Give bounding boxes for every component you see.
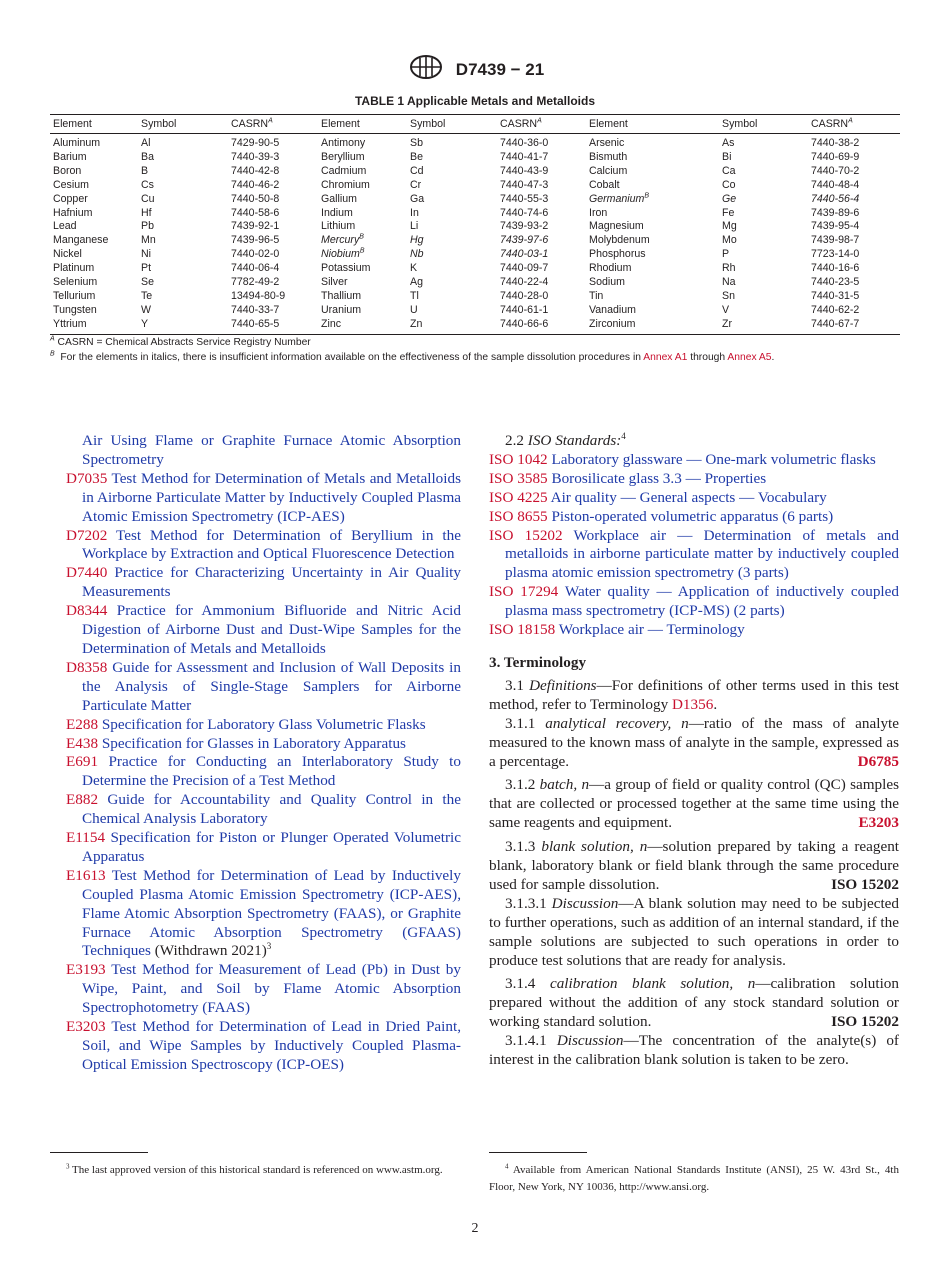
reference-title-link[interactable]: Guide for Accountability and Quality Control in the Chemical Analysis Laboratory bbox=[82, 791, 461, 828]
element-name-cell: Uranium bbox=[321, 303, 362, 316]
reference-title-link[interactable]: Guide for Assessment and Inclusion of Wall Deposits in the Analysis of Single-Stage Samplers for Airborne Particulate Matter bbox=[82, 658, 461, 714]
casrn-cell: 7440-67-7 bbox=[808, 318, 900, 334]
casrn-cell: 7440-43-9 bbox=[500, 164, 549, 177]
casrn-cell: 7440-42-8 bbox=[231, 164, 280, 177]
column-header-symbol: Symbol bbox=[407, 115, 497, 134]
element-symbol-cell: Ge bbox=[722, 192, 737, 205]
reference-code-link[interactable]: E1613 bbox=[66, 866, 106, 884]
iso-title-link[interactable]: Workplace air — Determination of metals and metalloids in airborne particulate matter by inductively coupled plasma atomic emission spectrometry (3 parts) bbox=[505, 526, 899, 582]
element-name-cell: Boron bbox=[53, 164, 82, 177]
casrn-cell: 7439-92-1 bbox=[231, 220, 280, 233]
left-column-references bbox=[50, 432, 461, 1075]
element-symbol-cell: Te bbox=[141, 289, 153, 302]
reference-code-link[interactable]: D7202 bbox=[66, 526, 108, 544]
table-footnote-b: $^B$ For the elements in italics, there is insufficient information available on the effectiveness of the sample dissolution procedures in Annex A1 through Annex A5. bbox=[50, 350, 775, 363]
discussion-blank-solution: 3.1.3.1 Discussion—A blank solution may need to be subjected to further operations, such as addition of an internal standard, if the sample solutions are subjected to such operations in order to produce test solutions that are ready for analysis. bbox=[489, 894, 899, 969]
element-name-cell: Germanium$^B$ bbox=[589, 192, 650, 205]
iso-reference-item bbox=[489, 527, 899, 584]
element-name-cell: Lithium bbox=[321, 220, 356, 233]
reference-code-link[interactable]: E1154 bbox=[66, 829, 106, 847]
element-symbol-cell: Se bbox=[141, 276, 154, 289]
casrn-cell: 7782-49-2 bbox=[231, 276, 280, 289]
element-symbol-cell: B bbox=[141, 164, 149, 177]
table-row bbox=[50, 151, 900, 165]
casrn-cell: 7440-38-2 bbox=[811, 137, 860, 149]
element-symbol-cell: V bbox=[722, 303, 730, 316]
element-name-cell: Tin bbox=[589, 289, 604, 302]
casrn-cell: 7440-55-3 bbox=[500, 192, 549, 205]
reference-code-link[interactable]: D8358 bbox=[66, 658, 108, 676]
element-symbol-cell: Mn bbox=[141, 234, 156, 247]
casrn-cell: 7440-06-4 bbox=[231, 262, 280, 275]
element-name-cell: Nickel bbox=[53, 248, 82, 261]
table-row bbox=[50, 165, 900, 179]
casrn-cell: 7439-98-7 bbox=[811, 234, 860, 247]
reference-title-link[interactable]: Specification for Piston or Plunger Operated Volumetric Apparatus bbox=[82, 829, 461, 865]
column-header-element: Element bbox=[586, 115, 719, 134]
element-name-cell: Gallium bbox=[321, 192, 357, 205]
casrn-cell: 7440-46-2 bbox=[231, 178, 280, 191]
casrn-cell: 7440-36-0 bbox=[500, 137, 549, 149]
table-caption: TABLE 1 Applicable Metals and Metalloids bbox=[354, 94, 596, 108]
column-header-casrn: $CASRN^A$ bbox=[808, 115, 900, 134]
casrn-cell: 7440-28-0 bbox=[500, 289, 549, 302]
element-symbol-cell: Cs bbox=[141, 178, 154, 191]
element-symbol-cell: Cd bbox=[410, 164, 424, 177]
element-name-cell: Chromium bbox=[321, 178, 370, 191]
element-name-cell: Calcium bbox=[589, 164, 628, 177]
casrn-cell: 7440-56-4 bbox=[811, 192, 860, 205]
table-row bbox=[50, 179, 900, 193]
element-name-cell: Mercury$^B$ bbox=[321, 233, 364, 247]
element-name-cell: Zinc bbox=[318, 318, 407, 334]
table-row bbox=[50, 248, 900, 262]
iso-reference-item bbox=[489, 451, 899, 470]
document-id: D7439 − 21 bbox=[455, 59, 545, 79]
iso-reference-list bbox=[489, 451, 899, 640]
element-symbol-cell: Cu bbox=[141, 192, 155, 205]
element-name-cell: Lead bbox=[53, 220, 77, 233]
element-name-cell: Magnesium bbox=[589, 220, 644, 233]
reference-item bbox=[50, 716, 461, 735]
element-symbol-cell: Ga bbox=[410, 192, 425, 205]
iso-code-link[interactable]: ISO 8655 bbox=[489, 507, 548, 525]
table-row bbox=[50, 207, 900, 221]
element-name-cell: Bismuth bbox=[589, 150, 628, 163]
definition-calibration-blank: 3.1.4 calibration blank solution, n—calibration solution prepared without the addition of any stock standard solution or working standard solution. ISO 15202 bbox=[489, 975, 899, 1031]
casrn-cell: 7440-31-5 bbox=[811, 289, 860, 302]
definition-batch: 3.1.2 batch, n—a group of field or quality control (QC) samples that are collected or processed together at the same time using the same reagents and equipment. E3203 bbox=[489, 776, 899, 832]
footnote-4: $^4$ Available from American National Standards Institute (ANSI), 25 W. 43rd St., 4th Floor, New York, NY 10036, http://www.ansi.org. bbox=[489, 1162, 899, 1193]
table-row bbox=[50, 193, 900, 207]
table-row bbox=[50, 220, 900, 234]
reference-code-link[interactable]: E3193 bbox=[66, 961, 106, 979]
table-row bbox=[50, 304, 900, 318]
element-name-cell: Tungsten bbox=[53, 303, 97, 316]
reference-title-link[interactable]: Specification for Laboratory Glass Volumetric Flasks bbox=[98, 715, 426, 733]
element-symbol-cell: Mg bbox=[722, 220, 737, 233]
reference-title-link[interactable]: Test Method for Measurement of Lead (Pb) in Dust by Wipe, Paint, and Soil by Flame Atomic Absorption Spectrophotometry (FAAS) bbox=[82, 961, 461, 1017]
element-name-cell: Iron bbox=[589, 206, 608, 219]
casrn-cell: 7440-65-5 bbox=[228, 318, 318, 334]
element-symbol-cell: Li bbox=[410, 220, 419, 233]
element-symbol-cell: Na bbox=[722, 276, 736, 289]
casrn-cell: 7429-90-5 bbox=[231, 137, 280, 149]
element-symbol-cell: Zn bbox=[407, 318, 497, 334]
reference-code-link[interactable]: E691 bbox=[66, 753, 99, 771]
column-header-symbol: Symbol bbox=[719, 115, 808, 134]
reference-title-link[interactable]: Practice for Ammonium Bifluoride and Nitric Acid Digestion of Airborne Dust and Dust-Wipe Samples for the Determination of Metals and Metalloids bbox=[82, 602, 461, 657]
casrn-cell: 7440-09-7 bbox=[500, 262, 549, 275]
reference-item: E1613 Test Method for Determination of Lead by Inductively Coupled Plasma Atomic Emission Spectrometry (ICP-AES), Flame Atomic Absorption Spectrometry (FAAS), or Graphite Furnace Atomic Absorption Spectrometry (GFAAS) Techniques (Withdrawn 2021)$^3$ bbox=[66, 866, 461, 960]
reference-title-link[interactable]: Test Method for Determination of Metals and Metalloids in Airborne Particulate Matter by Inductively Coupled Plasma Atomic Emission Spectrometry (ICP-AES) bbox=[82, 469, 461, 525]
column-header-symbol: Symbol bbox=[138, 115, 228, 134]
reference-code-link[interactable]: E3203 bbox=[66, 1018, 106, 1036]
source-d6785-link[interactable]: D6785 bbox=[857, 752, 899, 770]
source-iso15202: ISO 15202 bbox=[831, 875, 899, 893]
casrn-cell: 7439-95-4 bbox=[811, 220, 860, 233]
element-symbol-cell: Co bbox=[722, 178, 736, 191]
casrn-cell: 7440-50-8 bbox=[231, 192, 280, 205]
reference-item bbox=[50, 659, 461, 716]
element-name-cell: Niobium$^B$ bbox=[321, 247, 365, 261]
table-row bbox=[50, 262, 900, 276]
iso-title-link[interactable]: Workplace air — Terminology bbox=[555, 621, 745, 639]
astm-logo-icon bbox=[406, 54, 446, 85]
element-symbol-cell: K bbox=[410, 262, 418, 275]
element-symbol-cell: W bbox=[141, 303, 151, 316]
reference-item bbox=[50, 735, 461, 754]
footnote-divider bbox=[489, 1152, 587, 1153]
casrn-cell: 7440-33-7 bbox=[231, 303, 280, 316]
iso-title-link[interactable]: Borosilicate glass 3.3 — Properties bbox=[547, 469, 767, 487]
element-symbol-cell: Bi bbox=[722, 150, 732, 163]
casrn-cell: 7440-02-0 bbox=[231, 248, 280, 261]
element-name-cell: Aluminum bbox=[53, 137, 101, 149]
table-row bbox=[50, 234, 900, 248]
reference-code-link[interactable]: D8344 bbox=[66, 602, 108, 620]
element-name-cell: Cesium bbox=[53, 178, 89, 191]
annex-a1-link[interactable]: Annex A1 bbox=[643, 352, 688, 363]
element-name-cell: Indium bbox=[321, 206, 353, 219]
element-symbol-cell: Ba bbox=[141, 150, 154, 163]
element-name-cell: Beryllium bbox=[321, 150, 365, 163]
iso-code-link[interactable]: ISO 15202 bbox=[489, 526, 563, 544]
iso-reference-item bbox=[489, 583, 899, 621]
element-symbol-cell: Sb bbox=[410, 137, 423, 149]
casrn-cell: 7440-16-6 bbox=[811, 262, 860, 275]
element-name-cell: Silver bbox=[321, 276, 348, 289]
element-symbol-cell: Hf bbox=[141, 206, 152, 219]
reference-title-link[interactable]: Practice for Characterizing Uncertainty in Air Quality Measurements bbox=[82, 564, 461, 601]
casrn-cell: 7440-69-9 bbox=[811, 150, 860, 163]
iso-reference-item bbox=[489, 508, 899, 527]
definition-3-1: 3.1 Definitions—For definitions of other terms used in this test method, refer to Terminology D1356. bbox=[489, 676, 899, 713]
page-number: 2 bbox=[471, 1221, 479, 1236]
element-name-cell: Cobalt bbox=[589, 178, 620, 191]
element-symbol-cell: Pt bbox=[141, 262, 152, 275]
element-symbol-cell: Rh bbox=[722, 262, 736, 275]
reference-title-link[interactable]: Test Method for Determination of Lead by Inductively Coupled Plasma Atomic Emission Spectrometry (ICP-AES), Flame Atomic Absorption Spectrometry (FAAS), or Graphite Furnace Atomic Absorption Spectrometry (GFAAS) Techniques bbox=[82, 866, 461, 960]
element-symbol-cell: Al bbox=[141, 137, 151, 149]
element-symbol-cell: In bbox=[410, 206, 419, 219]
casrn-cell: 7440-62-2 bbox=[811, 303, 860, 316]
discussion-calibration-blank: 3.1.4.1 Discussion—The concentration of the analyte(s) of interest in the calibration blank solution is taken to be zero. bbox=[489, 1032, 899, 1069]
casrn-cell: 7440-58-6 bbox=[231, 206, 280, 219]
reference-item bbox=[50, 961, 461, 1018]
casrn-cell: 7439-93-2 bbox=[500, 220, 549, 233]
element-name-cell: Manganese bbox=[53, 234, 109, 247]
element-symbol-cell: U bbox=[410, 303, 418, 316]
element-name-cell: Sodium bbox=[589, 276, 625, 289]
column-header-casrn: $CASRN^A$ bbox=[228, 115, 318, 134]
reference-title-link[interactable]: Practice for Conducting an Interlaboratory Study to Determine the Precision of a Test Method bbox=[82, 753, 461, 790]
page-header bbox=[0, 54, 950, 85]
element-name-cell: Rhodium bbox=[589, 262, 632, 275]
iso-reference-item bbox=[489, 621, 899, 640]
reference-title-link[interactable]: Test Method for Determination of Lead in Dried Paint, Soil, and Wipe Samples by Inductively Coupled Plasma-Optical Emission Spectroscopy (ICP-OES) bbox=[82, 1018, 461, 1073]
casrn-cell: 7440-22-4 bbox=[500, 276, 549, 289]
iso-code-link[interactable]: ISO 17294 bbox=[489, 583, 559, 601]
iso-title-link[interactable]: Piston-operated volumetric apparatus (6 parts) bbox=[547, 507, 834, 525]
table-header-row bbox=[50, 115, 900, 134]
table-footnote-a: $^A$ CASRN = Chemical Abstracts Service Registry Number bbox=[50, 335, 311, 348]
column-header-element: Element bbox=[50, 115, 138, 134]
element-symbol-cell: Fe bbox=[722, 206, 735, 219]
casrn-cell: 7440-41-7 bbox=[500, 150, 549, 163]
source-iso15202: ISO 15202 bbox=[831, 1013, 899, 1031]
right-column bbox=[489, 432, 899, 1070]
reference-code-link[interactable]: E438 bbox=[66, 734, 99, 752]
element-name-cell: Potassium bbox=[321, 262, 371, 275]
element-name-cell: Antimony bbox=[321, 137, 366, 149]
casrn-cell: 7440-48-4 bbox=[811, 178, 860, 191]
casrn-cell: 7440-23-5 bbox=[811, 276, 860, 289]
element-name-cell: Barium bbox=[53, 150, 87, 163]
reference-code-link[interactable]: D7035 bbox=[66, 469, 108, 487]
element-symbol-cell: Pb bbox=[141, 220, 154, 233]
reference-item bbox=[50, 791, 461, 829]
reference-item bbox=[50, 753, 461, 791]
element-symbol-cell: Tl bbox=[410, 289, 419, 302]
casrn-cell: 7439-89-6 bbox=[811, 206, 860, 219]
reference-code-link[interactable]: D7440 bbox=[66, 564, 108, 582]
element-symbol-cell: Y bbox=[138, 318, 228, 334]
element-name-cell: Vanadium bbox=[589, 303, 636, 316]
casrn-cell: 7440-66-6 bbox=[497, 318, 586, 334]
iso-reference-item bbox=[489, 489, 899, 508]
reference-item bbox=[50, 432, 461, 470]
iso-reference-item bbox=[489, 470, 899, 489]
source-e3203-link[interactable]: E3203 bbox=[858, 814, 899, 832]
casrn-cell: 7440-74-6 bbox=[500, 206, 549, 219]
element-symbol-cell: P bbox=[722, 248, 730, 261]
reference-title-link[interactable]: Test Method for Determination of Beryllium in the Workplace by Extraction and Optical Fluorescence Detection bbox=[82, 526, 461, 563]
iso-code-link[interactable]: ISO 18158 bbox=[489, 621, 556, 639]
reference-title-link[interactable]: Specification for Glasses in Laboratory Apparatus bbox=[98, 734, 406, 752]
definition-analytical-recovery: 3.1.1 analytical recovery, n—ratio of the mass of analyte measured to the known mass of analyte in the sample, expressed as a percentage. D6785 bbox=[489, 714, 900, 770]
element-symbol-cell: Ag bbox=[410, 276, 423, 289]
iso-title-link[interactable]: Water quality — Application of inductively coupled plasma mass spectrometry (ICP-MS) (2 parts) bbox=[505, 583, 899, 620]
element-symbol-cell: Hg bbox=[410, 234, 424, 247]
terminology-heading: 3. Terminology bbox=[489, 653, 587, 671]
element-name-cell: Copper bbox=[53, 192, 88, 205]
table-row bbox=[50, 276, 900, 290]
table-row bbox=[50, 134, 900, 151]
reference-title-link[interactable]: Air Using Flame or Graphite Furnace Atomic Absorption Spectrometry bbox=[82, 432, 461, 468]
casrn-cell: 7439-97-6 bbox=[500, 234, 549, 247]
casrn-cell: 7440-39-3 bbox=[231, 150, 280, 163]
casrn-cell: 7723-14-0 bbox=[811, 248, 860, 261]
footnote-divider bbox=[50, 1152, 148, 1153]
element-name-cell: Cadmium bbox=[321, 164, 367, 177]
element-name-cell: Selenium bbox=[53, 276, 98, 289]
casrn-cell: 7439-96-5 bbox=[231, 234, 280, 247]
reference-item bbox=[50, 470, 461, 527]
iso-code-link[interactable]: ISO 4225 bbox=[489, 488, 548, 506]
column-header-element: Element bbox=[318, 115, 407, 134]
reference-code-link[interactable]: E882 bbox=[66, 791, 99, 809]
element-name-cell: Platinum bbox=[53, 262, 95, 275]
iso-title-link[interactable]: Air quality — General aspects — Vocabulary bbox=[547, 488, 827, 506]
reference-item bbox=[50, 564, 461, 602]
element-name-cell: Molybdenum bbox=[589, 234, 650, 247]
table-row bbox=[50, 318, 900, 334]
element-symbol-cell: Zr bbox=[719, 318, 808, 334]
element-name-cell: Thallium bbox=[321, 289, 362, 302]
definition-blank-solution: 3.1.3 blank solution, n—solution prepared by taking a reagent blank, laboratory blank or field blank through the same procedure used for sample dissolution. ISO 15202 bbox=[489, 838, 900, 893]
element-symbol-cell: Ca bbox=[722, 164, 736, 177]
element-symbol-cell: Be bbox=[410, 150, 423, 163]
reference-item bbox=[50, 1018, 461, 1075]
element-name-cell: Phosphorus bbox=[589, 248, 646, 261]
casrn-cell: 7440-03-1 bbox=[500, 248, 549, 261]
d1356-link[interactable]: D1356 bbox=[671, 695, 714, 713]
metals-table bbox=[50, 114, 900, 335]
iso-standards-heading: 2.2 ISO Standards:$^4$ bbox=[505, 430, 626, 449]
iso-code-link[interactable]: ISO 3585 bbox=[489, 469, 548, 487]
footnote-3: $^3$ The last approved version of this historical standard is referenced on www.astm.org. bbox=[66, 1162, 443, 1176]
element-symbol-cell: Ni bbox=[141, 248, 152, 261]
element-name-cell: Zirconium bbox=[586, 318, 719, 334]
element-name-cell: Yttrium bbox=[50, 318, 138, 334]
annex-a5-link[interactable]: Annex A5 bbox=[727, 352, 772, 363]
element-symbol-cell: As bbox=[722, 137, 735, 149]
element-symbol-cell: Nb bbox=[410, 248, 424, 261]
reference-code-link[interactable]: E288 bbox=[66, 715, 99, 733]
column-header-casrn: $CASRN^A$ bbox=[497, 115, 586, 134]
casrn-cell: 7440-61-1 bbox=[500, 303, 549, 316]
iso-title-link[interactable]: Laboratory glassware — One-mark volumetric flasks bbox=[547, 450, 876, 468]
reference-item bbox=[50, 527, 461, 565]
reference-item bbox=[50, 829, 461, 867]
element-name-cell: Hafnium bbox=[53, 206, 93, 219]
casrn-cell: 7440-70-2 bbox=[811, 164, 860, 177]
casrn-cell: 7440-47-3 bbox=[500, 178, 549, 191]
table-row bbox=[50, 290, 900, 304]
casrn-cell: 13494-80-9 bbox=[231, 289, 286, 302]
iso-code-link[interactable]: ISO 1042 bbox=[489, 450, 548, 468]
reference-item bbox=[50, 602, 461, 659]
element-symbol-cell: Cr bbox=[410, 178, 422, 191]
element-symbol-cell: Sn bbox=[722, 289, 735, 302]
element-symbol-cell: Mo bbox=[722, 234, 737, 247]
element-name-cell: Tellurium bbox=[53, 289, 96, 302]
element-name-cell: Arsenic bbox=[589, 137, 625, 149]
